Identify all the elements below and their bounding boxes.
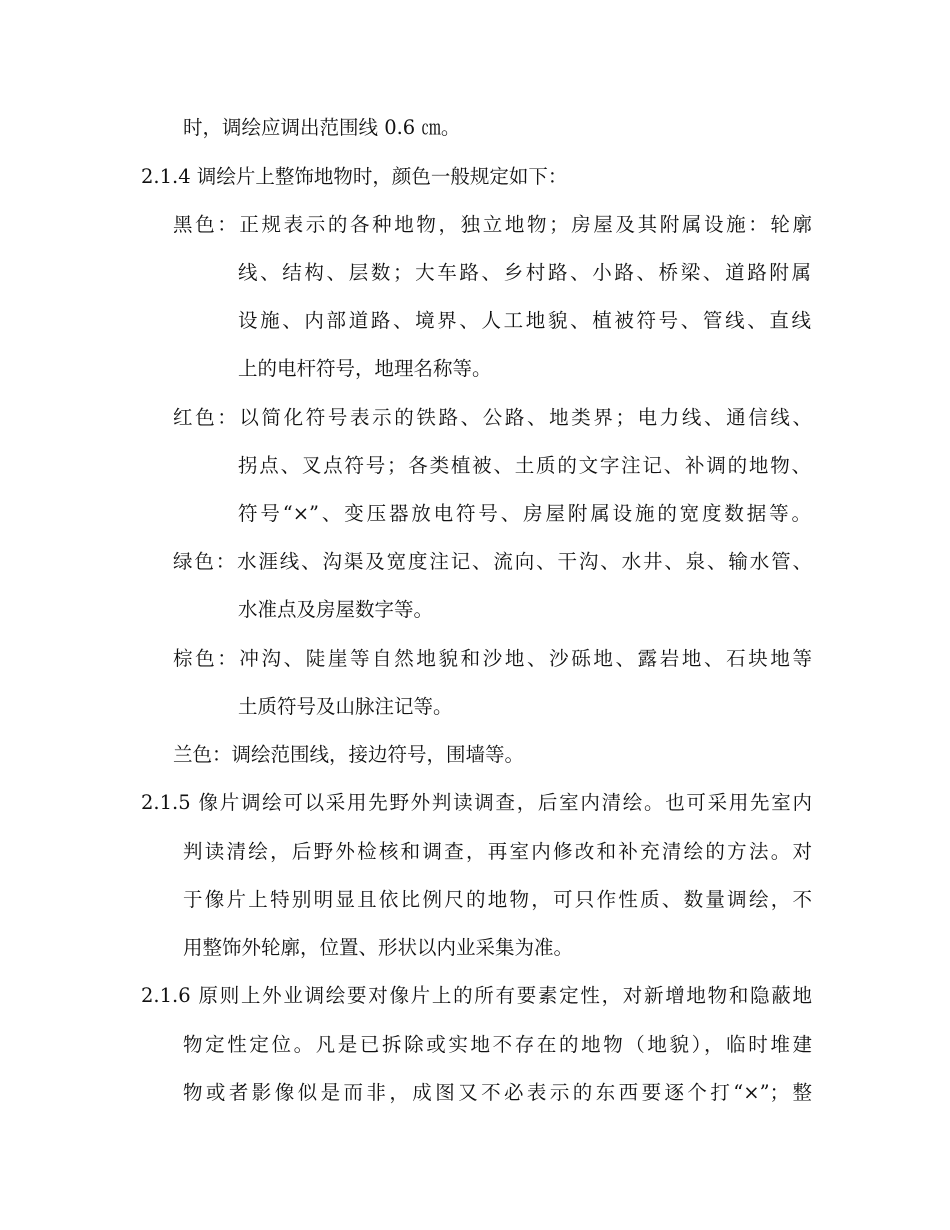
color-item-green-cont: 水准点及房屋数字等。	[238, 598, 434, 621]
color-item-green: 绿色：水涯线、沟渠及宽度注记、流向、干沟、水井、泉、输水管、	[173, 550, 812, 573]
section-2-1-6-cont: 物定性定位。凡是已拆除或实地不存在的地物（地貌），临时堆建	[183, 1033, 812, 1056]
color-item-red-cont: 拐点、叉点符号；各类植被、土质的文字注记、补调的地物、	[238, 454, 811, 477]
continuation-line: 时，调绘应调出范围线 0.6 ㎝。	[183, 116, 461, 139]
color-item-black-cont: 线、结构、层数；大车路、乡村路、小路、桥梁、道路附属	[238, 261, 811, 284]
section-2-1-5-cont: 于像片上特别明显且依比例尺的地物，可只作性质、数量调绘，不	[183, 888, 812, 911]
section-2-1-6-cont: 物或者影像似是而非，成图又不必表示的东西要逐个打“×”；整	[183, 1081, 812, 1104]
section-2-1-5: 2.1.5 像片调绘可以采用先野外判读调查，后室内清绘。也可采用先室内	[141, 791, 812, 814]
section-heading-2-1-4: 2.1.4 调绘片上整饰地物时，颜色一般规定如下：	[141, 165, 568, 188]
color-item-red-cont: 符号“×”、变压器放电符号、房屋附属设施的宽度数据等。	[238, 502, 811, 525]
color-item-black-cont: 上的电杆符号，地理名称等。	[238, 357, 492, 380]
section-2-1-6: 2.1.6 原则上外业调绘要对像片上的所有要素定性，对新增地物和隐蔽地	[141, 984, 812, 1007]
color-item-black: 黑色：正规表示的各种地物，独立地物；房屋及其附属设施：轮廓	[173, 213, 812, 236]
section-2-1-5-cont: 判读清绘，后野外检核和调查，再室内修改和补充清绘的方法。对	[183, 840, 812, 863]
color-item-brown-cont: 土质符号及山脉注记等。	[238, 695, 453, 718]
color-item-red: 红色：以简化符号表示的铁路、公路、地类界；电力线、通信线、	[173, 406, 812, 429]
color-item-brown: 棕色：冲沟、陡崖等自然地貌和沙地、沙砾地、露岩地、石块地等	[173, 647, 812, 670]
color-item-black-cont: 设施、内部道路、境界、人工地貌、植被符号、管线、直线	[238, 309, 811, 332]
section-2-1-5-cont: 用整饰外轮廓，位置、形状以内业采集为准。	[183, 936, 574, 959]
color-item-blue: 兰色：调绘范围线，接边符号，围墙等。	[173, 743, 525, 766]
